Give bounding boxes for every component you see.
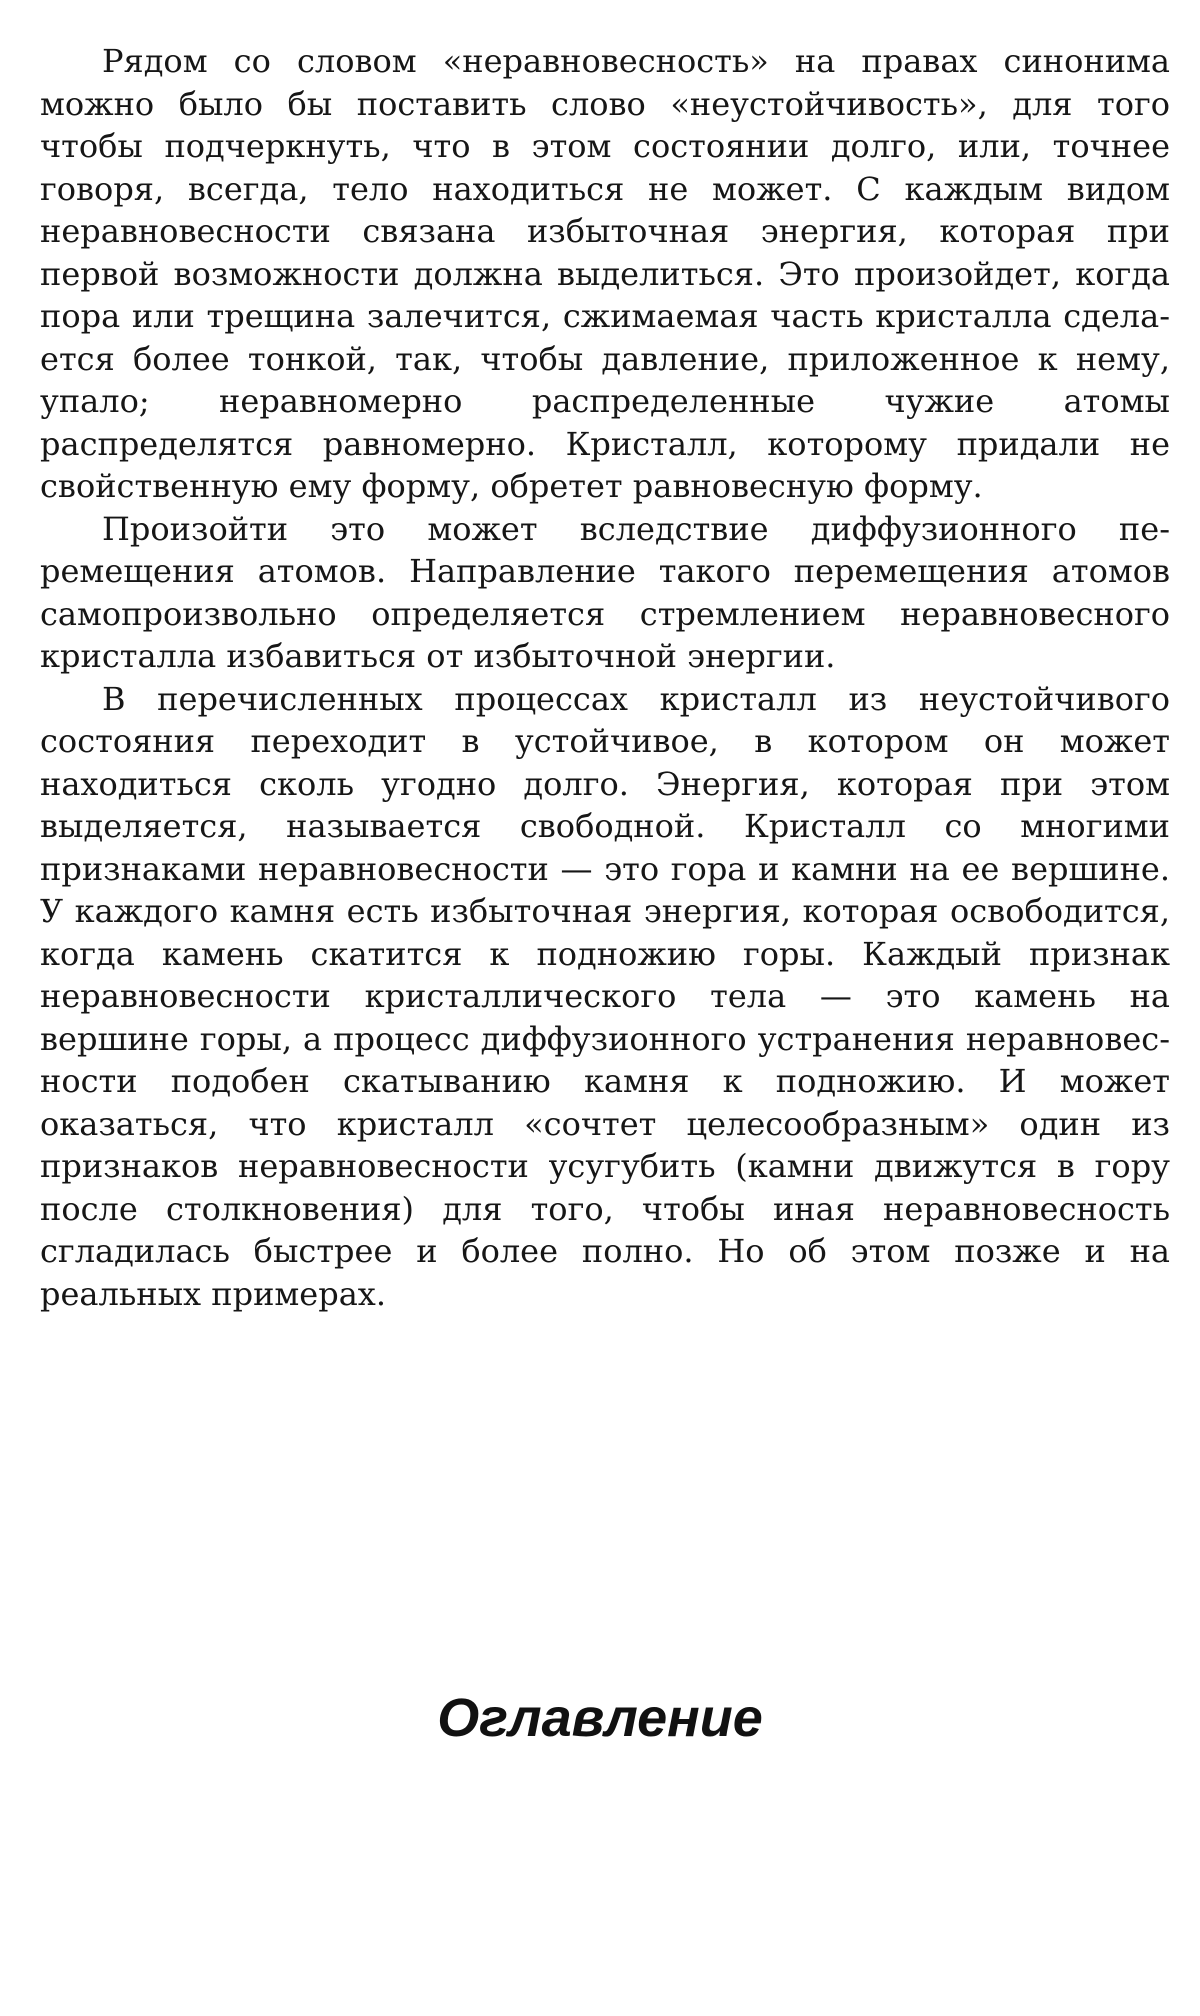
body-text xyxy=(40,40,1170,1315)
paragraph-3: В перечисленных процессах кристалл из неустойчивого состояния переходит в устойчивое, в котором он может находиться сколь угодно долго. Энергия, которая при этом выделяется, называется свободной. Кристалл со многими признаками неравновесности — это гора и камни на ее вершине. У каждого камня есть избыточная энергия, которая освободится, когда камень скатится к подножию горы. Каждый признак неравновесности кристаллического тела — это камень на вершине горы, а процесс диффузионного устранения неравновесности подобен скатыванию камня к подножию. И может оказаться, что кристалл «сочтет целесообразным» один из признаков неравновесности усугубить (камни движутся в гору после столкновения) для того, чтобы иная неравновесность сгладилась быстрее и более полно. Но об этом позже и на реальных примерах. xyxy=(40,679,1170,1313)
paragraph-2: Произойти это может вследствие диффузионного перемещения атомов. Направление такого перемещения атомов самопроизвольно определяется стремлением неравновесного кристалла избавиться от избыточной энергии. xyxy=(40,509,1170,675)
paragraph-1: Рядом со словом «неравновесность» на правах синонима можно было бы поставить слово «неустойчивость», для того чтобы подчеркнуть, что в этом состоянии долго, или, точнее говоря, всегда, тело находиться не может. С каждым видом неравновесности связана избыточная энергия, которая при первой возможности должна выделиться. Это произойдет, когда пора или трещина залечится, сжимаемая часть кристалла сделается более тонкой, так, чтобы давление, приложенное к нему, упало; неравномерно распределенные чужие атомы распределятся равномерно. Кристалл, которому придали не свойственную ему форму, обретет равновесную форму. xyxy=(40,42,1170,505)
table-of-contents-heading: Оглавление xyxy=(437,1688,763,1748)
